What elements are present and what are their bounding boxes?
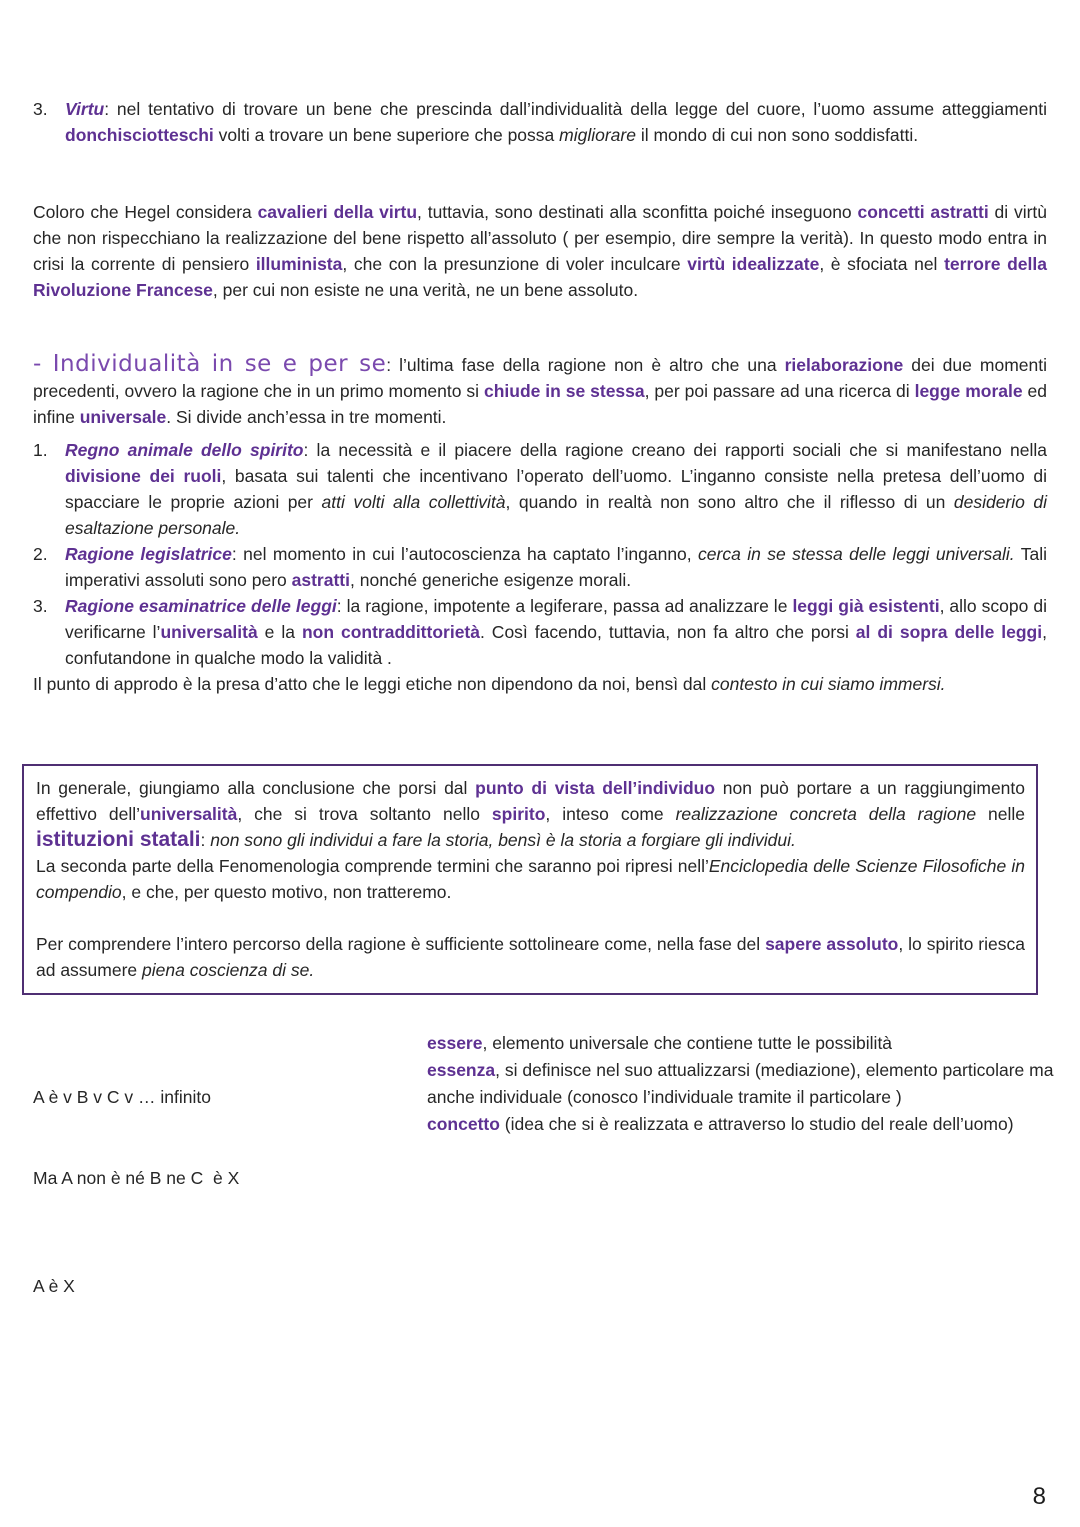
paragraph-individualita bbox=[33, 351, 1047, 430]
logic-formula-line: A è v B v C v … infinito bbox=[33, 1087, 211, 1107]
box-paragraph-conclusione: In generale, giungiamo alla conclusione che porsi dal punto di vista dell’individuo non può portare a un raggiungimento effettivo dell’universalità, che si trova soltanto nello spirito, inteso come realizzazione concreta della ragione nelle istituzioni statali: non sono gli individui a fare la storia, bensì è la storia a forgiare gli individui. bbox=[36, 778, 1025, 851]
paragraph-cavalieri-della-virtu bbox=[33, 199, 1047, 303]
list-item bbox=[33, 96, 1047, 148]
list-item-number: 1. bbox=[33, 440, 48, 460]
logic-definitions-column bbox=[427, 1030, 1059, 1138]
definition-concetto: concetto (idea che si è realizzata e attraverso lo studio del reale dell’uomo) bbox=[427, 1114, 1014, 1134]
list-item-ragione-legislatrice bbox=[33, 541, 1047, 593]
list-momenti bbox=[33, 437, 1047, 697]
list-item-regno-animale bbox=[33, 437, 1047, 541]
list-item-number: 3. bbox=[33, 99, 48, 119]
paragraph-text: Coloro che Hegel considera cavalieri della virtu, tuttavia, sono destinati alla sconfitta poiché inseguono concetti astratti di virtù che non rispecchiano la realizzazione del bene rispetto all’assoluto ( per esempio, dire sempre la verità). In questo modo entra in crisi la corrente di pensiero illuminista, che con la presunzione di voler inculcare virtù idealizzate, è sfociata nel terrore della Rivoluzione Francese, per cui non esiste ne una verità, ne un bene assoluto. bbox=[33, 202, 1047, 300]
list-item-text: Ragione legislatrice: nel momento in cui l’autocoscienza ha captato l’inganno, cerca in se stessa delle leggi universali. Tali imperativi assoluti sono pero astratti, nonché generiche esigenze morali. bbox=[65, 544, 1047, 590]
list-item-virtu bbox=[33, 96, 1047, 148]
list-item-text: Ragione esaminatrice delle leggi: la ragione, impotente a legiferare, passa ad analizzare le leggi già esistenti, allo scopo di verificarne l’universalità e la non contraddittorietà. Così facendo, tuttavia, non fa altro che porsi al di sopra delle leggi, confutandone in qualche modo la validità . bbox=[65, 596, 1047, 668]
logic-formula-line: Ma A non è né B ne C è X bbox=[33, 1168, 240, 1188]
list-item-text: Virtu: nel tentativo di trovare un bene che prescinda dall’individualità della legge del cuore, l’uomo assume atteggiamenti donchisciotteschi volti a trovare un bene superiore che possa migliorare il mondo di cui non sono soddisfatti. bbox=[65, 99, 1047, 145]
box-paragraph-sapere-assoluto: Per comprendere l’intero percorso della ragione è sufficiente sottolineare come, nella fase del sapere assoluto, lo spirito riesca ad assumere piena coscienza di se. bbox=[36, 934, 1025, 980]
paragraph-punto-di-approdo: Il punto di approdo è la presa d’atto che le leggi etiche non dipendono da noi, bensì dal contesto in cui siamo immersi. bbox=[33, 674, 946, 694]
list-item-number: 2. bbox=[33, 544, 48, 564]
list-item-text: Regno animale dello spirito: la necessità e il piacere della ragione creano dei rapporti sociali che si manifestano nella divisione dei ruoli, basata sui talenti che incentivano l’operato dell’uomo. L’inganno consiste nella pretesa dell’uomo di spacciare le proprie azioni per atti volti alla collettività, quando in realtà non sono altro che il riflesso di un desiderio di esaltazione personale. bbox=[65, 440, 1048, 538]
logic-formulas-column bbox=[33, 1030, 413, 1354]
box-blank-line bbox=[36, 905, 1025, 931]
paragraph-text: - Individualità in se e per se: l’ultima fase della ragione non è altro che una rielaborazione dei due momenti precedenti, ovvero la ragione che in un primo momento si chiude in se stessa, per poi passare ad una ricerca di legge morale ed infine universale. Si divide anch’essa in tre momenti. bbox=[33, 351, 1047, 427]
list-item-number: 3. bbox=[33, 596, 48, 616]
definition-essenza: essenza, si definisce nel suo attualizzarsi (mediazione), elemento particolare ma anche individuale (conosco l’individuale tramite il particolare ) bbox=[427, 1060, 1054, 1107]
logic-formula-line: A è X bbox=[33, 1276, 75, 1296]
list-item-ragione-esaminatrice bbox=[33, 593, 1047, 671]
page-number: 8 bbox=[1032, 1483, 1046, 1510]
callout-box bbox=[22, 764, 1038, 995]
definition-essere: essere, elemento universale che contiene tutte le possibilità bbox=[427, 1033, 893, 1053]
box-paragraph-seconda-parte: La seconda parte della Fenomenologia comprende termini che saranno poi ripresi nell’Enciclopedia delle Scienze Filosofiche in compendio, e che, per questo motivo, non tratteremo. bbox=[36, 856, 1025, 902]
